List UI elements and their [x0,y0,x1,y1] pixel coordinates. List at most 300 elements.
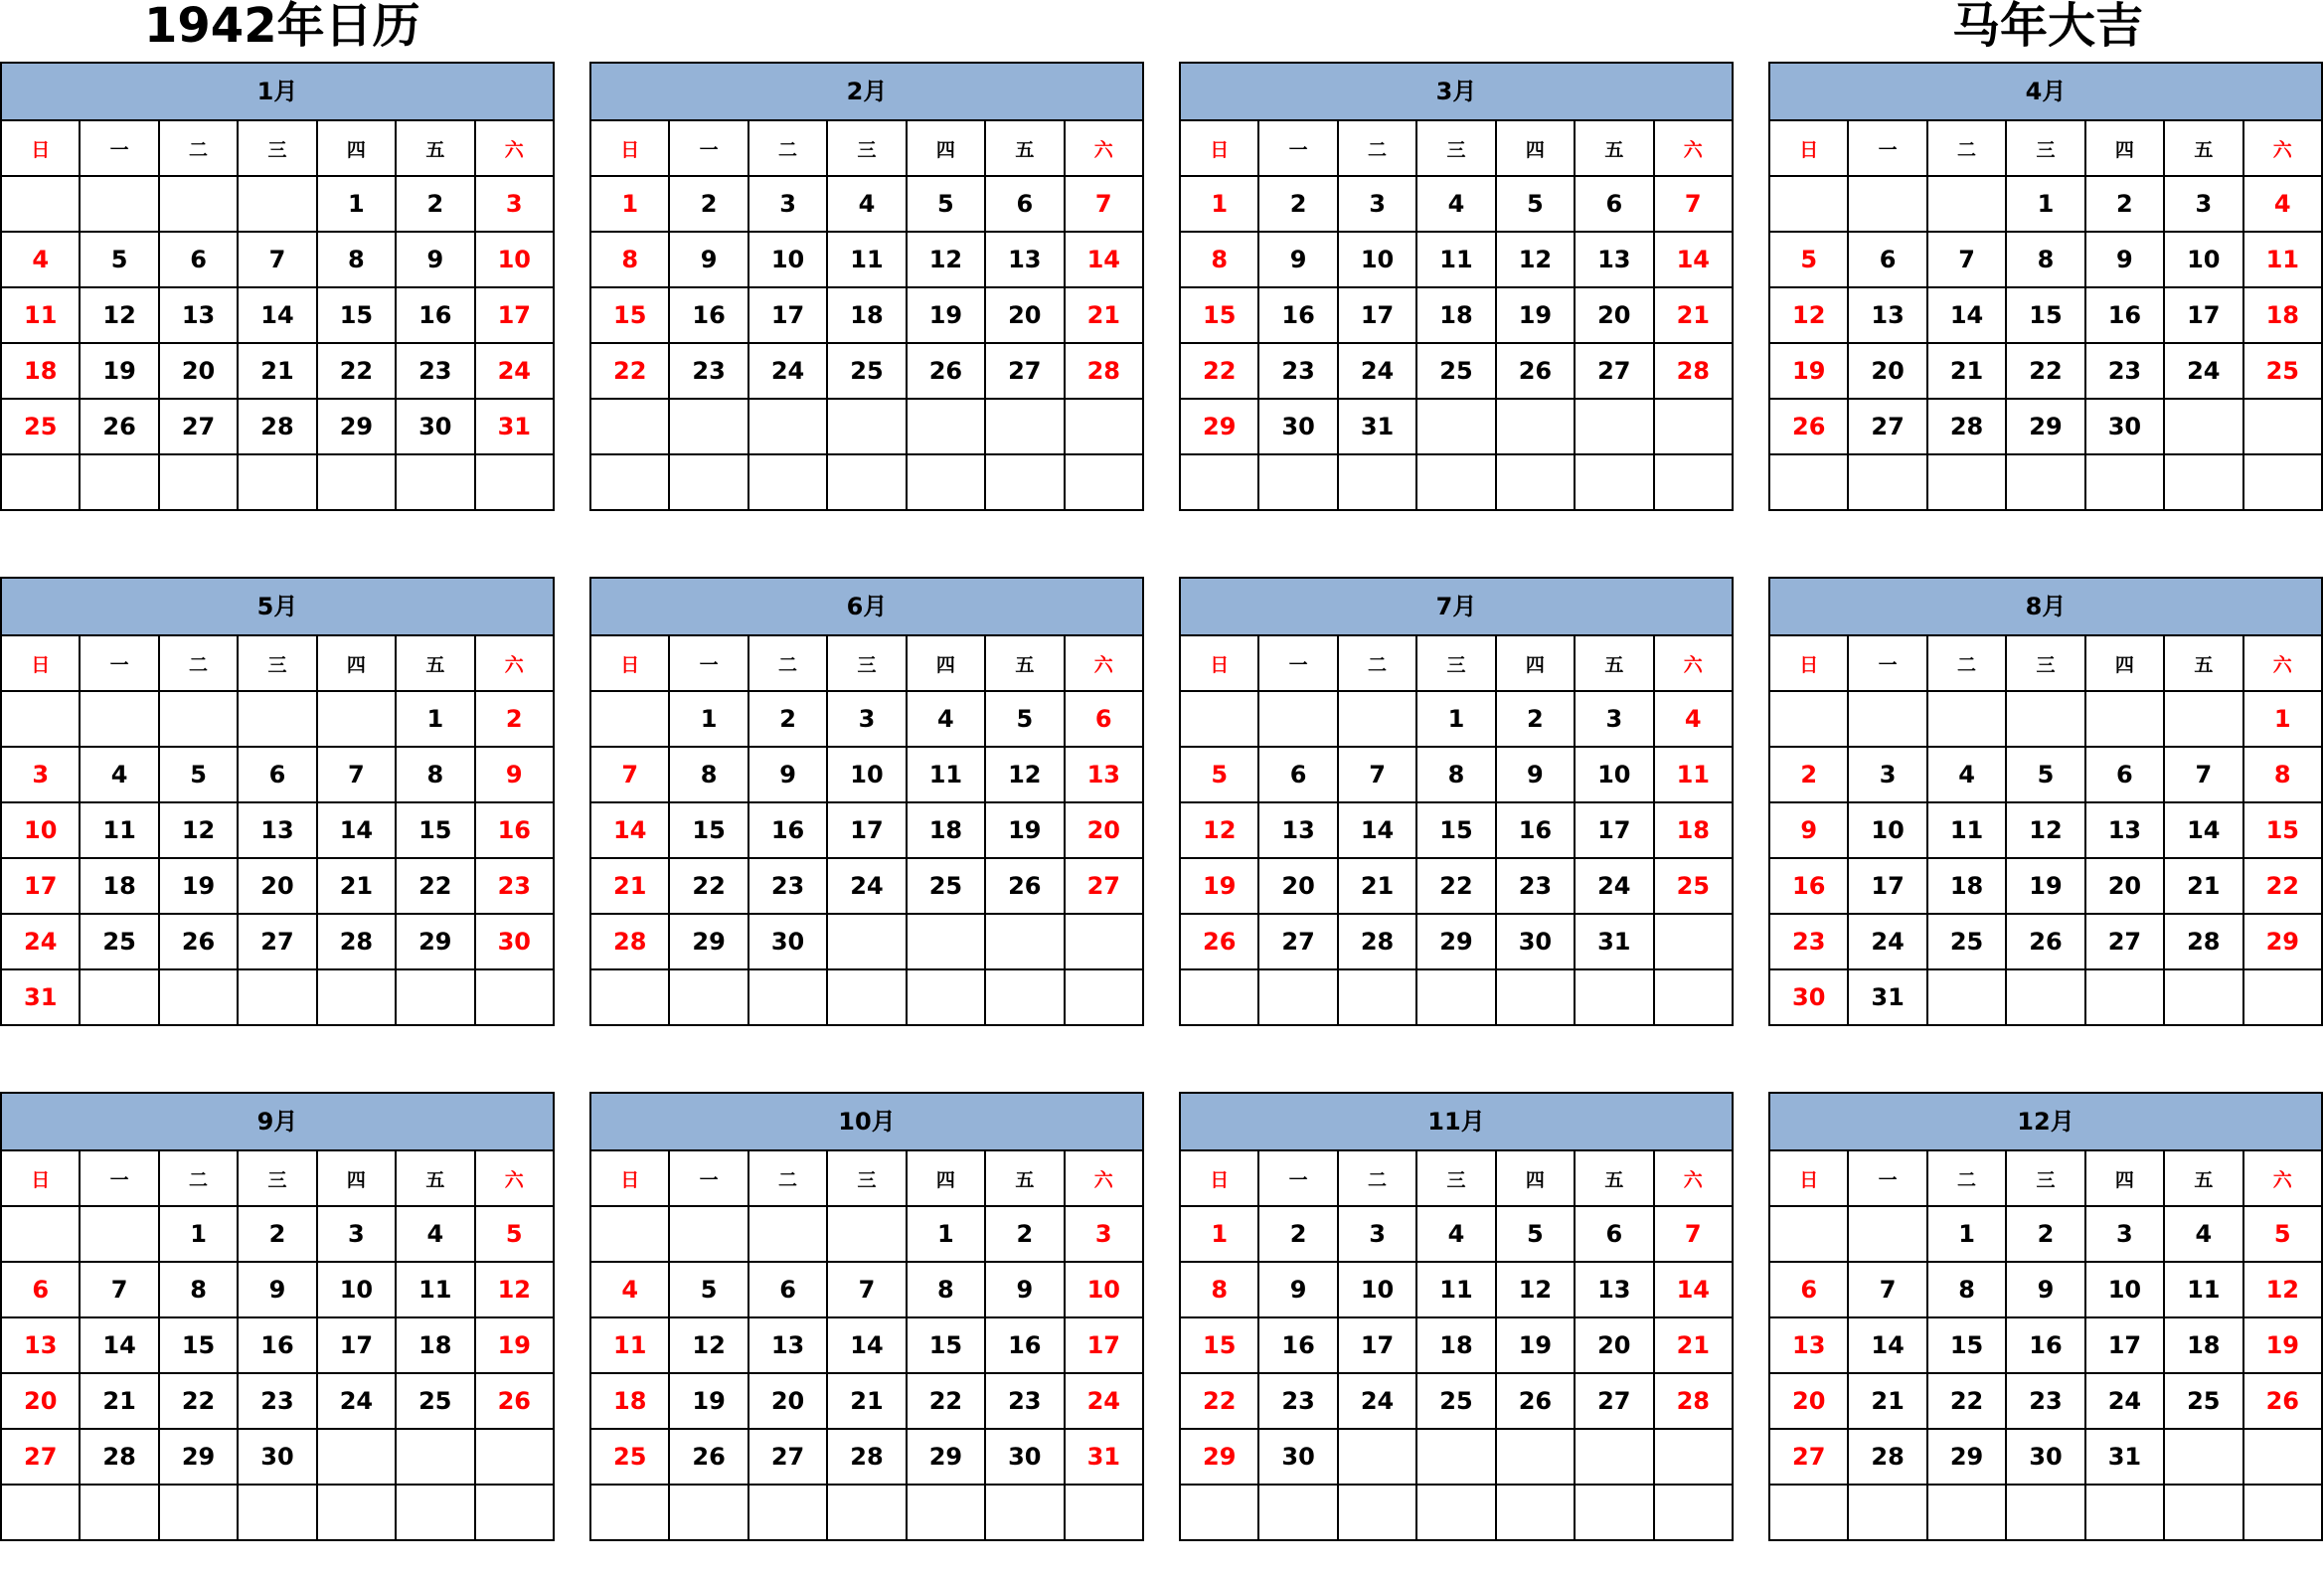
empty-cell [1769,691,1848,747]
day-cell: 2 [748,691,827,747]
day-cell: 16 [238,1317,316,1373]
empty-cell [1848,454,1926,510]
empty-cell [475,454,554,510]
day-cell: 31 [1,969,80,1025]
empty-cell [159,691,238,747]
weekday-label: 五 [1575,635,1653,691]
month-header: 7月 [1179,577,1734,636]
day-cell: 23 [985,1373,1064,1429]
day-cell: 9 [1769,802,1848,858]
day-cell: 4 [907,691,985,747]
empty-cell [1258,691,1337,747]
day-cell: 1 [317,176,396,232]
day-cell: 14 [590,802,669,858]
day-cell: 28 [238,399,316,454]
day-cell: 28 [1927,399,2006,454]
weekday-label: 三 [1416,120,1495,176]
day-cell: 16 [1769,858,1848,914]
day-cell: 10 [1575,747,1653,802]
day-cell: 20 [1769,1373,1848,1429]
day-cell: 10 [475,232,554,287]
day-cell: 5 [2243,1206,2322,1262]
day-cell: 1 [2006,176,2084,232]
weekday-label: 六 [475,120,554,176]
week-row [1,454,554,510]
day-cell: 25 [80,914,158,969]
day-cell: 6 [238,747,316,802]
day-cell: 11 [396,1262,474,1317]
day-cell: 5 [475,1206,554,1262]
day-cell: 8 [159,1262,238,1317]
weekday-label: 一 [669,120,747,176]
day-cell: 10 [2164,232,2242,287]
day-cell: 28 [2164,914,2242,969]
month-calendar [1768,62,2323,544]
week-row [1180,969,1733,1025]
day-cell: 20 [1,1373,80,1429]
day-cell: 26 [1180,914,1258,969]
empty-cell [1769,1485,1848,1540]
weekday-label: 一 [1848,120,1926,176]
empty-cell [1065,1485,1143,1540]
empty-cell [590,691,669,747]
day-cell: 7 [238,232,316,287]
day-cell: 17 [2085,1317,2164,1373]
day-cell: 12 [1496,1262,1575,1317]
month-header: 1月 [0,62,555,121]
empty-cell [985,914,1064,969]
week-row [1769,176,2322,232]
week-row [1180,1262,1733,1317]
empty-cell [1848,691,1926,747]
empty-cell [1258,1485,1337,1540]
day-cell: 3 [827,691,906,747]
day-cell: 13 [1575,1262,1653,1317]
day-cell: 2 [1496,691,1575,747]
empty-cell [1769,1206,1848,1262]
day-cell: 8 [1180,1262,1258,1317]
day-cell: 15 [159,1317,238,1373]
day-cell: 6 [1769,1262,1848,1317]
day-cell: 22 [2243,858,2322,914]
empty-cell [669,1206,747,1262]
empty-cell [669,1485,747,1540]
day-cell: 29 [1180,399,1258,454]
day-cell: 20 [1258,858,1337,914]
empty-cell [1,454,80,510]
empty-cell [2085,454,2164,510]
week-row [1769,232,2322,287]
week-row [1,1206,554,1262]
day-cell: 5 [159,747,238,802]
week-row [1180,691,1733,747]
day-cell: 10 [1338,1262,1416,1317]
empty-cell [985,454,1064,510]
empty-cell [1848,1485,1926,1540]
empty-cell [396,1485,474,1540]
day-cell: 10 [1065,1262,1143,1317]
day-cell: 14 [317,802,396,858]
week-row [590,232,1143,287]
empty-cell [2085,1485,2164,1540]
empty-cell [1338,691,1416,747]
weekday-label: 日 [1,635,80,691]
empty-cell [1,1485,80,1540]
day-cell: 26 [1769,399,1848,454]
day-cell: 20 [985,287,1064,343]
weekday-label: 一 [1848,635,1926,691]
day-cell: 1 [396,691,474,747]
empty-cell [985,1485,1064,1540]
day-cell: 22 [669,858,747,914]
week-row [590,1429,1143,1485]
day-cell: 28 [80,1429,158,1485]
day-cell: 16 [1258,1317,1337,1373]
month-grid [1179,634,1734,1026]
empty-cell [80,176,158,232]
day-cell: 16 [475,802,554,858]
empty-cell [748,399,827,454]
weekday-label: 一 [80,120,158,176]
empty-cell [827,914,906,969]
day-cell: 6 [1258,747,1337,802]
day-cell: 2 [475,691,554,747]
empty-cell [669,969,747,1025]
empty-cell [1654,969,1733,1025]
empty-cell [2243,399,2322,454]
day-cell: 6 [1575,1206,1653,1262]
weekday-label: 四 [317,635,396,691]
weekday-label: 五 [396,120,474,176]
weekday-label: 日 [1,120,80,176]
day-cell: 18 [80,858,158,914]
day-cell: 19 [985,802,1064,858]
month-calendar [0,62,555,544]
weekday-row [1,1150,554,1206]
day-cell: 7 [2164,747,2242,802]
day-cell: 30 [396,399,474,454]
day-cell: 13 [1065,747,1143,802]
day-cell: 10 [317,1262,396,1317]
week-row [590,1485,1143,1540]
day-cell: 12 [669,1317,747,1373]
week-row [1,1262,554,1317]
week-row [590,1317,1143,1373]
weekday-label: 六 [475,635,554,691]
day-cell: 14 [80,1317,158,1373]
empty-cell [317,691,396,747]
day-cell: 2 [1258,176,1337,232]
day-cell: 28 [1848,1429,1926,1485]
empty-cell [590,969,669,1025]
day-cell: 25 [590,1429,669,1485]
empty-cell [1065,399,1143,454]
empty-cell [2006,691,2084,747]
weekday-label: 日 [1180,635,1258,691]
weekday-row [590,1150,1143,1206]
day-cell: 19 [2006,858,2084,914]
day-cell: 19 [80,343,158,399]
day-cell: 6 [1848,232,1926,287]
day-cell: 5 [1496,176,1575,232]
empty-cell [985,399,1064,454]
day-cell: 28 [590,914,669,969]
day-cell: 30 [1769,969,1848,1025]
empty-cell [1180,1485,1258,1540]
weekday-label: 日 [590,635,669,691]
day-cell: 25 [827,343,906,399]
weekday-label: 日 [1769,635,1848,691]
weekday-label: 六 [1065,120,1143,176]
weekday-label: 二 [748,120,827,176]
weekday-label: 二 [1338,1150,1416,1206]
day-cell: 20 [1575,287,1653,343]
day-cell: 8 [1180,232,1258,287]
weekday-label: 三 [1416,1150,1495,1206]
day-cell: 12 [2006,802,2084,858]
month-grid [1179,1149,1734,1541]
week-row [1,399,554,454]
day-cell: 23 [238,1373,316,1429]
day-cell: 8 [1416,747,1495,802]
day-cell: 5 [907,176,985,232]
page-slogan: 马年大吉 [1951,0,2143,54]
week-row [1769,914,2322,969]
empty-cell [1575,969,1653,1025]
day-cell: 23 [1769,914,1848,969]
empty-cell [396,1429,474,1485]
day-cell: 31 [1338,399,1416,454]
day-cell: 10 [748,232,827,287]
day-cell: 13 [2085,802,2164,858]
week-row [1180,399,1733,454]
weekday-label: 三 [238,1150,316,1206]
empty-cell [907,399,985,454]
day-cell: 27 [1065,858,1143,914]
month-header: 12月 [1768,1092,2323,1151]
day-cell: 30 [985,1429,1064,1485]
day-cell: 20 [1065,802,1143,858]
day-cell: 10 [2085,1262,2164,1317]
day-cell: 17 [1,858,80,914]
day-cell: 22 [1180,1373,1258,1429]
empty-cell [238,691,316,747]
empty-cell [475,1485,554,1540]
day-cell: 29 [317,399,396,454]
day-cell: 15 [396,802,474,858]
day-cell: 17 [1575,802,1653,858]
day-cell: 6 [985,176,1064,232]
day-cell: 4 [80,747,158,802]
day-cell: 1 [1416,691,1495,747]
empty-cell [2243,1429,2322,1485]
month-calendar [1179,577,1734,1059]
empty-cell [1416,1485,1495,1540]
weekday-row [1769,635,2322,691]
week-row [1769,1429,2322,1485]
day-cell: 14 [827,1317,906,1373]
day-cell: 4 [1654,691,1733,747]
day-cell: 15 [590,287,669,343]
day-cell: 8 [1927,1262,2006,1317]
week-row [1769,287,2322,343]
month-grid [589,1149,1144,1541]
empty-cell [827,454,906,510]
month-grid [0,634,555,1026]
day-cell: 1 [2243,691,2322,747]
day-cell: 27 [1258,914,1337,969]
day-cell: 11 [1416,1262,1495,1317]
empty-cell [2085,969,2164,1025]
empty-cell [748,1206,827,1262]
day-cell: 3 [1338,1206,1416,1262]
day-cell: 2 [985,1206,1064,1262]
day-cell: 8 [669,747,747,802]
day-cell: 11 [1654,747,1733,802]
weekday-label: 四 [2085,1150,2164,1206]
day-cell: 2 [669,176,747,232]
week-row [590,747,1143,802]
day-cell: 30 [2006,1429,2084,1485]
day-cell: 28 [1654,1373,1733,1429]
month-header: 4月 [1768,62,2323,121]
week-row [1,1485,554,1540]
week-row [1,343,554,399]
empty-cell [1065,454,1143,510]
month-header: 2月 [589,62,1144,121]
day-cell: 29 [1180,1429,1258,1485]
month-grid [0,119,555,511]
day-cell: 22 [1927,1373,2006,1429]
empty-cell [1654,914,1733,969]
day-cell: 2 [2085,176,2164,232]
day-cell: 18 [590,1373,669,1429]
day-cell: 12 [985,747,1064,802]
day-cell: 19 [1496,287,1575,343]
weekday-label: 二 [1338,120,1416,176]
day-cell: 24 [2085,1373,2164,1429]
week-row [1,914,554,969]
day-cell: 27 [1848,399,1926,454]
day-cell: 8 [317,232,396,287]
day-cell: 20 [2085,858,2164,914]
day-cell: 22 [907,1373,985,1429]
day-cell: 13 [159,287,238,343]
day-cell: 24 [1,914,80,969]
empty-cell [1180,969,1258,1025]
week-row [1180,1485,1733,1540]
day-cell: 9 [1496,747,1575,802]
weekday-row [590,635,1143,691]
week-row [590,343,1143,399]
day-cell: 16 [2006,1317,2084,1373]
weekday-label: 六 [2243,1150,2322,1206]
empty-cell [2164,969,2242,1025]
day-cell: 12 [159,802,238,858]
day-cell: 9 [669,232,747,287]
empty-cell [1927,1485,2006,1540]
month-header: 6月 [589,577,1144,636]
day-cell: 9 [396,232,474,287]
weekday-label: 三 [2006,635,2084,691]
week-row [590,858,1143,914]
day-cell: 3 [2164,176,2242,232]
day-cell: 1 [907,1206,985,1262]
empty-cell [80,1485,158,1540]
weekday-label: 日 [590,1150,669,1206]
day-cell: 1 [669,691,747,747]
month-grid [1768,119,2323,511]
day-cell: 6 [1,1262,80,1317]
day-cell: 24 [1848,914,1926,969]
day-cell: 7 [1338,747,1416,802]
empty-cell [159,969,238,1025]
month-calendar [1768,577,2323,1059]
empty-cell [1575,1429,1653,1485]
weekday-label: 三 [238,120,316,176]
day-cell: 7 [1654,176,1733,232]
day-cell: 16 [396,287,474,343]
day-cell: 3 [1338,176,1416,232]
empty-cell [238,176,316,232]
day-cell: 29 [2006,399,2084,454]
week-row [590,802,1143,858]
day-cell: 16 [1496,802,1575,858]
day-cell: 17 [1338,1317,1416,1373]
day-cell: 9 [1258,232,1337,287]
weekday-label: 三 [827,120,906,176]
empty-cell [1,1206,80,1262]
day-cell: 1 [1927,1206,2006,1262]
weekday-label: 五 [1575,120,1653,176]
week-row [590,914,1143,969]
day-cell: 18 [2164,1317,2242,1373]
day-cell: 27 [2085,914,2164,969]
week-row [590,287,1143,343]
day-cell: 17 [1848,858,1926,914]
weekday-label: 四 [317,1150,396,1206]
day-cell: 30 [475,914,554,969]
day-cell: 19 [475,1317,554,1373]
day-cell: 12 [1496,232,1575,287]
weekday-row [590,120,1143,176]
day-cell: 22 [1416,858,1495,914]
week-row [1,969,554,1025]
day-cell: 21 [238,343,316,399]
empty-cell [2243,1485,2322,1540]
day-cell: 20 [1848,343,1926,399]
day-cell: 3 [748,176,827,232]
day-cell: 13 [1848,287,1926,343]
empty-cell [1416,1429,1495,1485]
week-row [1180,802,1733,858]
week-row [1769,1206,2322,1262]
empty-cell [1496,1485,1575,1540]
week-row [1180,858,1733,914]
day-cell: 25 [1654,858,1733,914]
day-cell: 15 [1180,287,1258,343]
day-cell: 3 [1,747,80,802]
day-cell: 21 [2164,858,2242,914]
day-cell: 4 [590,1262,669,1317]
day-cell: 18 [1416,1317,1495,1373]
day-cell: 17 [1065,1317,1143,1373]
week-row [1180,176,1733,232]
day-cell: 25 [1927,914,2006,969]
day-cell: 18 [1416,287,1495,343]
weekday-row [1769,120,2322,176]
week-row [1,176,554,232]
